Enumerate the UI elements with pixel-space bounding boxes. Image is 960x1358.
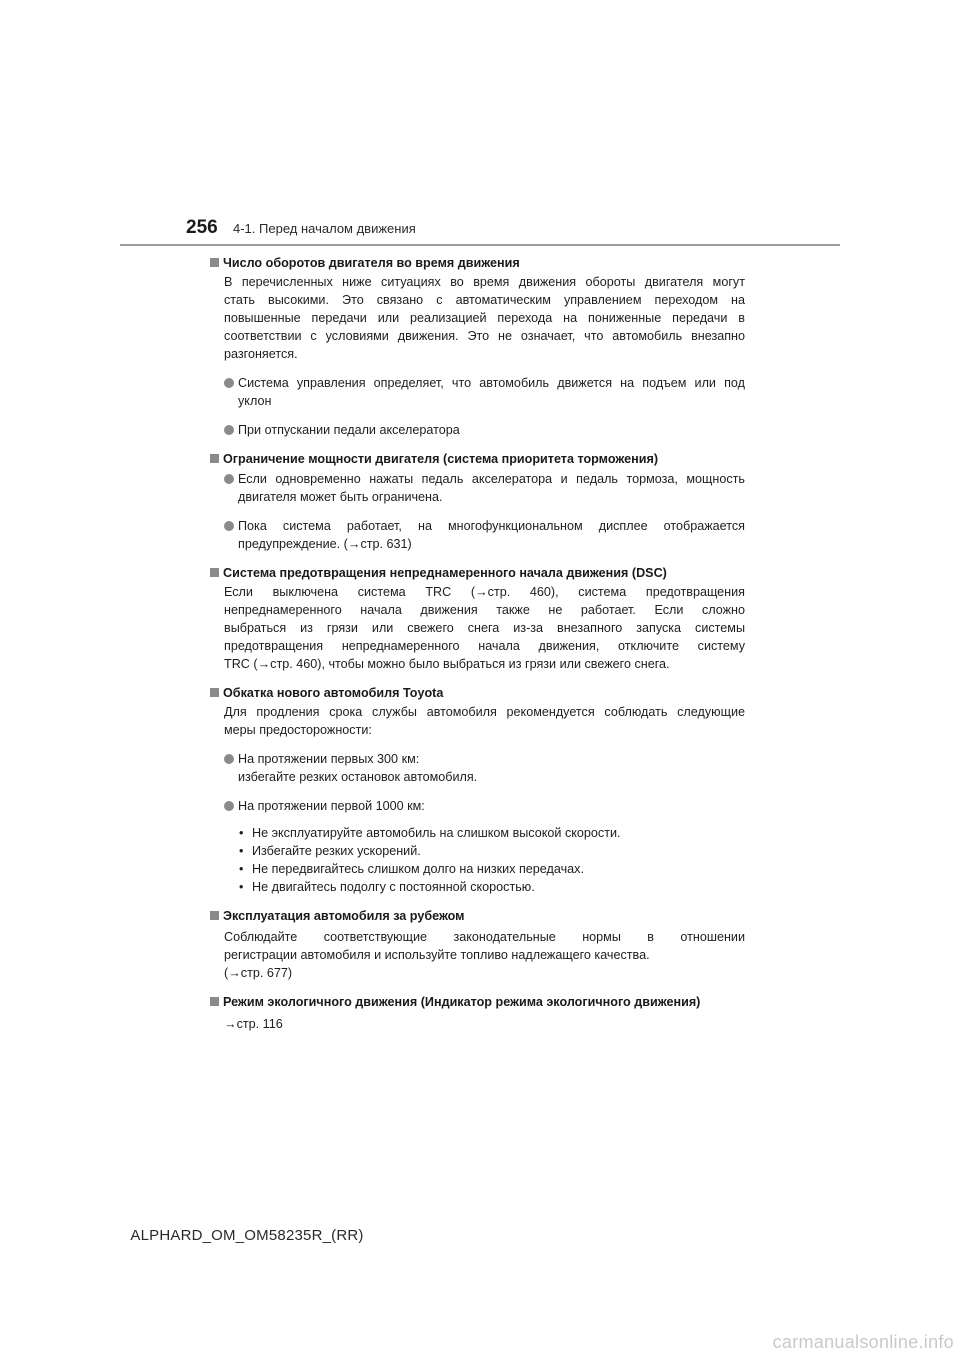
text-line: Не передвигайтесь слишком долго на низких передачах. [252, 862, 584, 876]
text-line: Система управления определяет, что автомобиль движется на подъем или под [238, 376, 745, 390]
square-bullet-icon [210, 688, 219, 697]
text-line: Пока система работает, на многофункциональном дисплее отображается [238, 519, 745, 533]
paragraph-abroad [210, 928, 745, 982]
text-line: меры предосторожности: [224, 723, 372, 737]
heading-break-in [210, 684, 745, 702]
bullet-item [210, 797, 745, 815]
sub-bullet-marker: • [239, 826, 244, 840]
paragraph-break-in [210, 703, 745, 739]
circle-bullet-icon [224, 754, 234, 764]
sub-list [210, 824, 745, 896]
circle-bullet-icon [224, 521, 234, 531]
bullet-item [210, 750, 745, 786]
paragraph-dsc [210, 583, 745, 673]
text-line: На протяжении первых 300 км: [238, 752, 420, 766]
text-line: предупреждение. (→стр. 631) [238, 537, 412, 551]
document-code: ALPHARD_OM_OM58235R_(RR) [130, 1227, 364, 1244]
text-line: (→стр. 677) [224, 966, 293, 980]
text-line: Для продления срока службы автомобиля рекомендуется соблюдать следующие [224, 705, 745, 719]
sub-bullet-marker: • [239, 844, 244, 858]
page-header [0, 0, 960, 250]
heading-text: Число оборотов двигателя во время движения [223, 256, 520, 270]
sub-list-item [210, 860, 745, 878]
heading-text: Обкатка нового автомобиля Toyota [223, 686, 444, 700]
text-line: предотвращения непреднамеренного начала движения, отключите систему [224, 639, 745, 653]
text-line: При отпускании педали акселератора [238, 423, 460, 437]
heading-power-limit [210, 450, 745, 468]
text-line: соответствии с условиями движения. Это не означает, что автомобиль внезапно [224, 329, 745, 343]
heading-text: Эксплуатация автомобиля за рубежом [223, 909, 465, 923]
header-rule [120, 244, 840, 246]
text-line: Если выключена система TRC (→стр. 460), система предотвращения [224, 585, 745, 599]
sub-list-item [210, 842, 745, 860]
bullet-item [210, 374, 745, 410]
text-line: стать высокими. Это связано с автоматическим управлением переходом на [224, 293, 745, 307]
heading-text: Система предотвращения непреднамеренного начала движения (DSC) [223, 566, 667, 580]
text-line: выбраться из грязи или свежего снега из-за внезапного запуска системы [224, 621, 745, 635]
heading-abroad [210, 907, 745, 925]
text-line: регистрации автомобиля и используйте топливо надлежащего качества. [224, 948, 650, 962]
text-line: избегайте резких остановок автомобиля. [238, 770, 478, 784]
paragraph-rpm [210, 273, 745, 363]
sub-list-item [210, 878, 745, 896]
section-title: 4-1. Перед началом движения [233, 221, 416, 236]
heading-dsc [210, 564, 745, 582]
page-reference-link[interactable]: →стр. 116 [224, 1017, 283, 1031]
text-line: двигателя может быть ограничена. [238, 490, 443, 504]
circle-bullet-icon [224, 474, 234, 484]
circle-bullet-icon [224, 425, 234, 435]
bullet-item [210, 421, 745, 439]
bullet-item [210, 470, 745, 506]
reference-eco [210, 1015, 745, 1033]
page-number: 256 [186, 217, 218, 238]
page-footer [0, 1227, 960, 1244]
circle-bullet-icon [224, 378, 234, 388]
sub-bullet-marker: • [239, 862, 244, 876]
heading-rpm [210, 254, 745, 272]
bullet-item [210, 517, 745, 553]
text-line: непреднамеренного начала движения также не работает. Если сложно [224, 603, 745, 617]
text-line: Если одновременно нажаты педаль акселератора и педаль тормоза, мощность [238, 472, 745, 486]
circle-bullet-icon [224, 801, 234, 811]
heading-text: Ограничение мощности двигателя (система приоритета торможения) [223, 452, 659, 466]
square-bullet-icon [210, 911, 219, 920]
text-line: Не двигайтесь подолгу с постоянной скоростью. [252, 880, 535, 894]
sub-bullet-marker: • [239, 880, 244, 894]
heading-eco [210, 993, 745, 1011]
square-bullet-icon [210, 997, 219, 1006]
text-line: уклон [238, 394, 272, 408]
square-bullet-icon [210, 258, 219, 267]
square-bullet-icon [210, 454, 219, 463]
square-bullet-icon [210, 568, 219, 577]
text-line: TRC (→стр. 460), чтобы можно было выбраться из грязи или свежего снега. [224, 657, 670, 671]
text-line: Соблюдайте соответствующие законодательные нормы в отношении [224, 930, 745, 944]
heading-text: Режим экологичного движения (Индикатор режима экологичного движения) [223, 995, 701, 1009]
text-line: На протяжении первой 1000 км: [238, 799, 425, 813]
text-line: разгоняется. [224, 347, 298, 361]
page-content [210, 254, 745, 1033]
watermark: carmanualsonline.info [772, 1332, 954, 1352]
text-line: В перечисленных ниже ситуациях во время движения обороты двигателя могут [224, 275, 745, 289]
sub-list-item [210, 824, 745, 842]
text-line: Не эксплуатируйте автомобиль на слишком высокой скорости. [252, 826, 621, 840]
text-line: повышенные передачи или реализацией перехода на пониженные передачи в [224, 311, 745, 325]
text-line: Избегайте резких ускорений. [252, 844, 421, 858]
